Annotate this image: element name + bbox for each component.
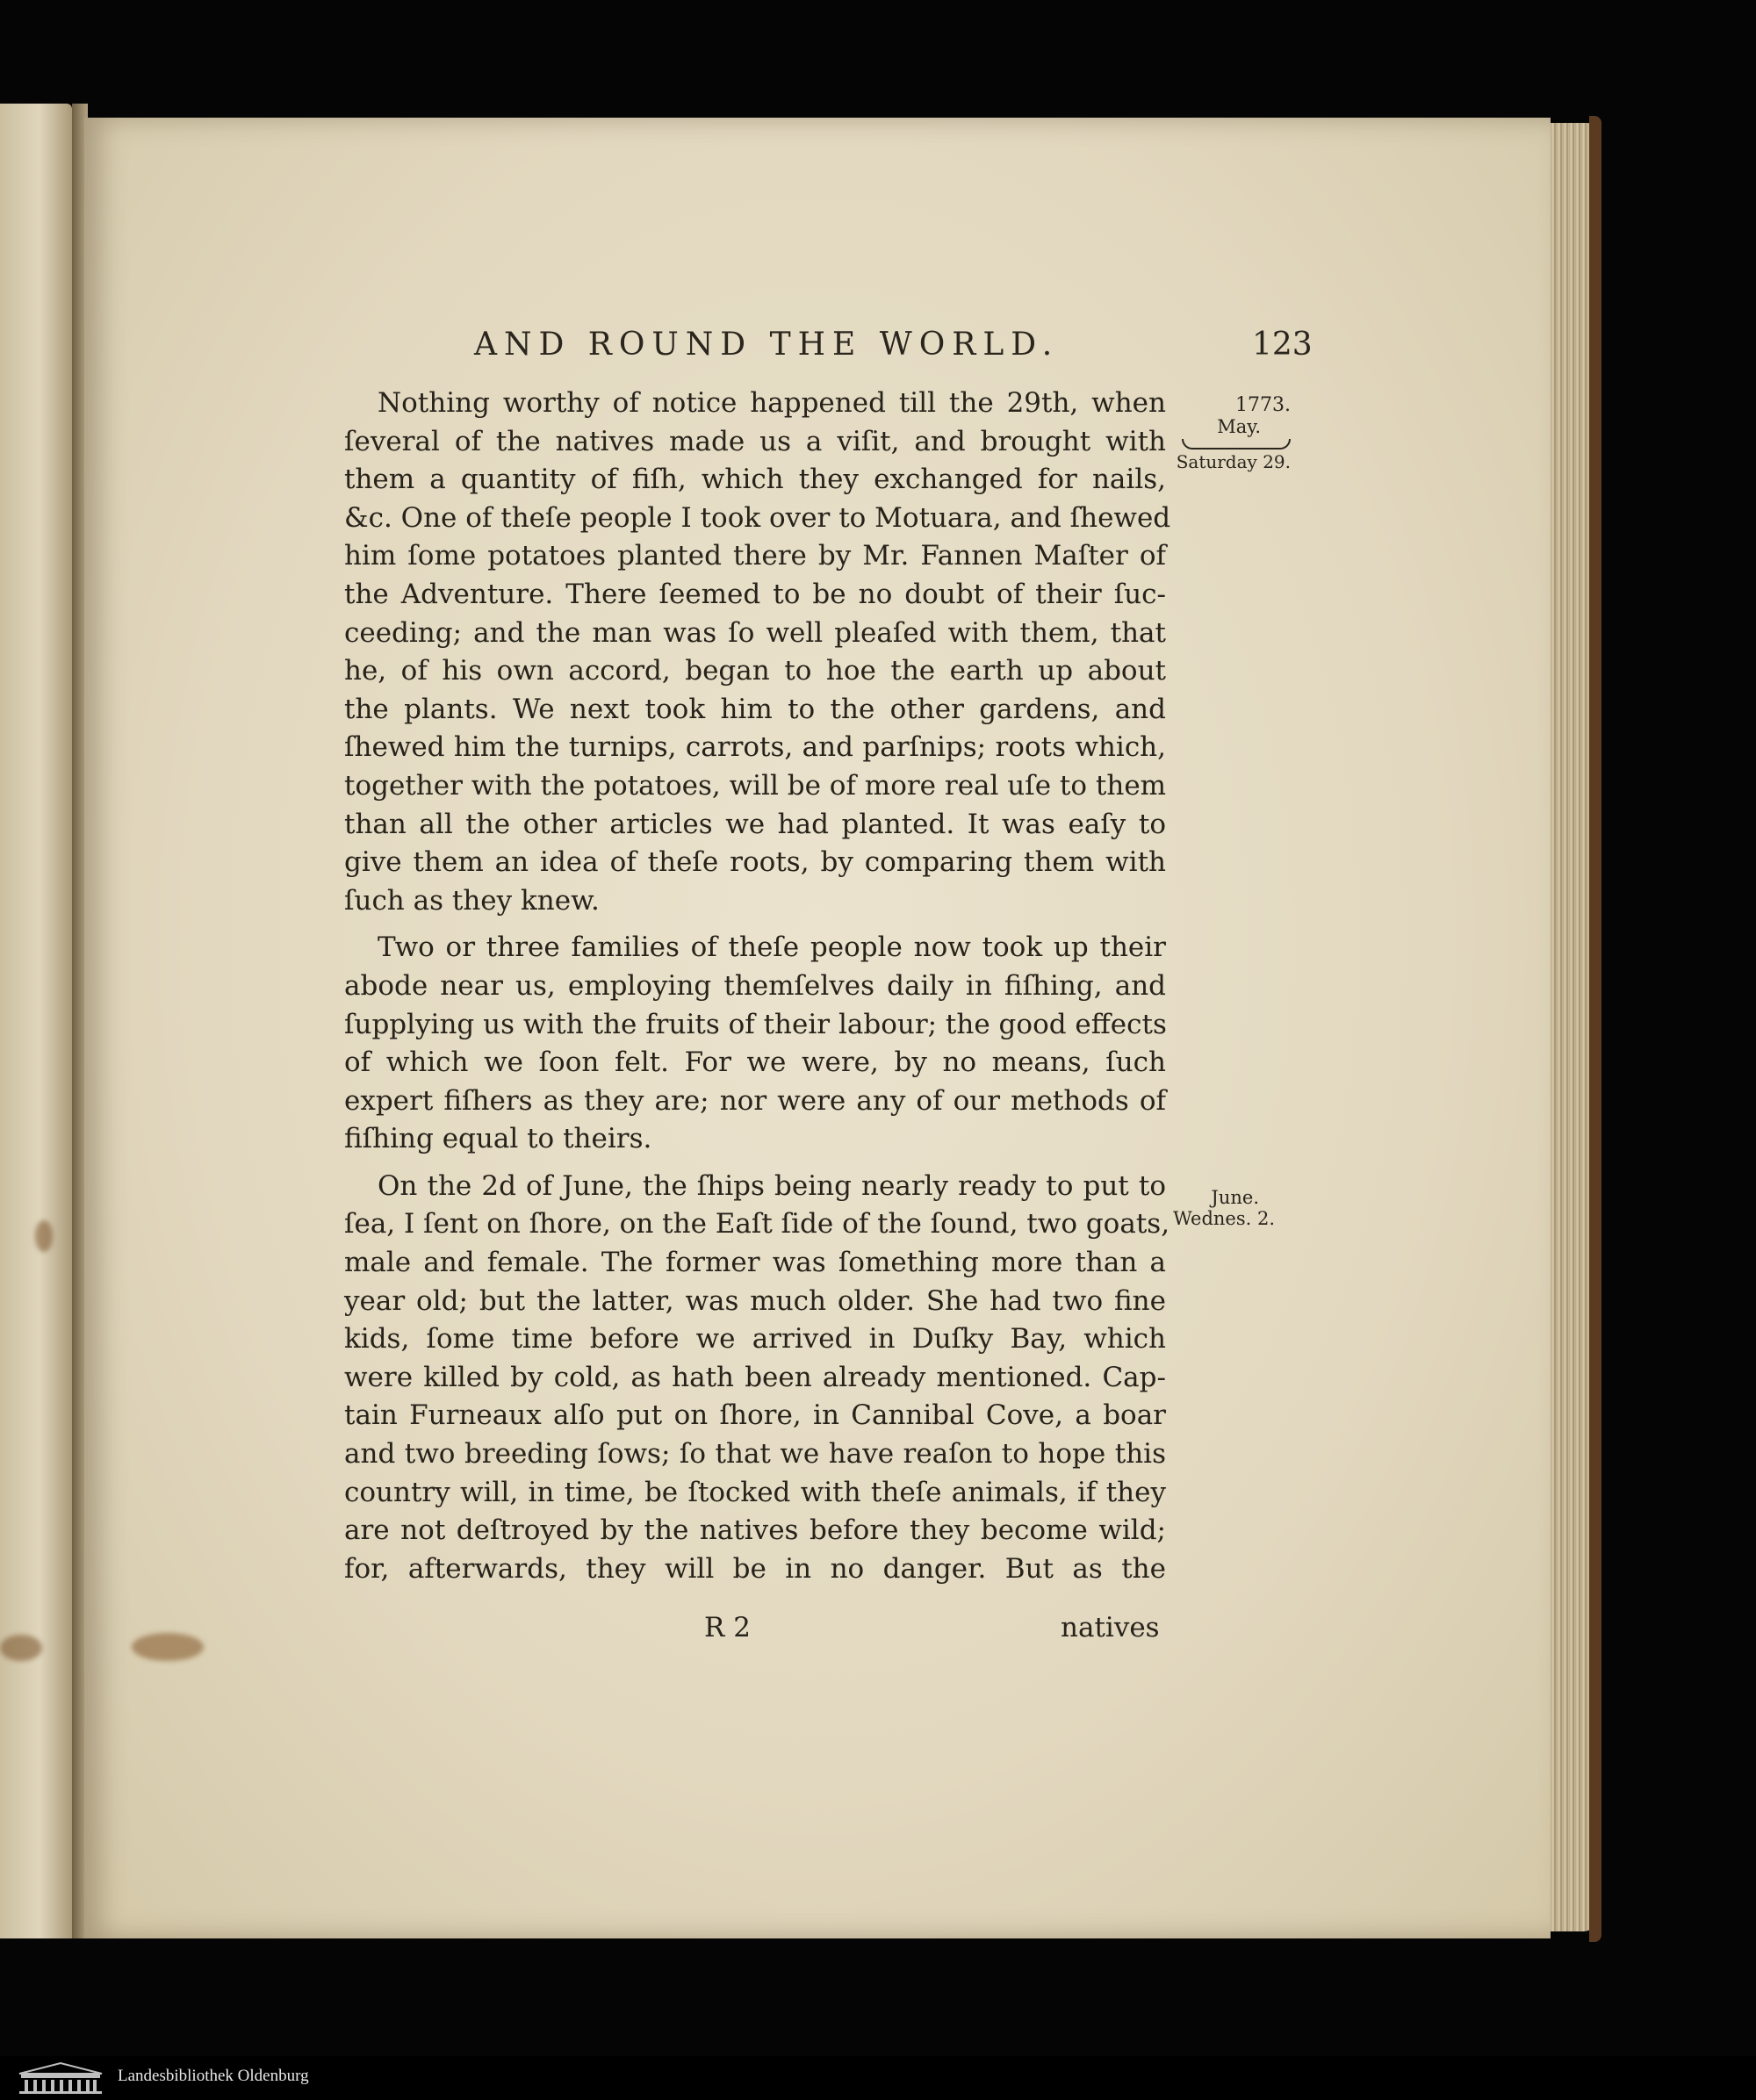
text-line: give them an idea of theſe roots, by comparing them with — [344, 846, 1166, 879]
text-line: male and female. The former was ſomething more than a — [344, 1247, 1166, 1279]
text-line: kids, ſome time before we arrived in Duſky Bay, which — [344, 1323, 1166, 1356]
text-line: for, afterwards, they will be in no danger. But as the — [344, 1552, 1166, 1585]
margin-year: 1773. — [1235, 394, 1291, 416]
book-cover-edge — [1589, 116, 1601, 1942]
text-line: and two breeding ſows; ſo that we have reaſon to hope this — [344, 1438, 1166, 1471]
text-line: them a quantity of fiſh, which they exchanged for nails, — [344, 464, 1166, 496]
text-line: Two or three families of theſe people now took up their — [378, 931, 1166, 964]
text-line: fiſhing equal to theirs. — [344, 1123, 652, 1155]
margin-note-june — [1168, 1187, 1275, 1229]
ink-stain — [35, 1220, 53, 1252]
text-line: tain Furneaux alſo put on ſhore, in Cannibal Cove, a boar — [344, 1399, 1166, 1432]
facing-page-edge — [0, 104, 72, 1938]
ink-stain — [132, 1633, 204, 1661]
text-line: &c. One of theſe people I took over to Motuara, and ſhewed — [344, 501, 1171, 534]
margin-month: May. — [1217, 416, 1261, 437]
catchword: natives — [1061, 1612, 1160, 1643]
text-line: ceeding; and the man was ſo well pleaſed with them, that — [344, 616, 1166, 649]
text-line: the plants. We next took him to the other gardens, and — [344, 693, 1166, 725]
text-line: ſhewed him the turnips, carrots, and parſnips; roots which, — [344, 731, 1166, 764]
page-number: 123 — [1252, 327, 1313, 363]
text-line: ſea, I ſent on ſhore, on the Eaſt ſide of the ſound, two goats, — [344, 1208, 1170, 1241]
library-building-icon — [16, 2061, 105, 2095]
text-line: ſupplying us with the fruits of their labour; the good effects — [344, 1008, 1167, 1040]
text-line: ſeveral of the natives made us a viſit, and brought with — [344, 425, 1166, 457]
text-line: the Adventure. There ſeemed to be no doubt of their ſuc- — [344, 578, 1166, 610]
text-line: of which we ſoon felt. For we were, by no means, ſuch — [344, 1046, 1166, 1079]
margin-brace — [1182, 439, 1291, 449]
paragraph-gap — [344, 920, 1166, 929]
text-line: were killed by cold, as hath been already mentioned. Cap- — [344, 1361, 1166, 1393]
text-line: expert fiſhers as they are; nor were any of our methods of — [344, 1084, 1166, 1117]
text-line: him ſome potatoes planted there by Mr. Fannen Maſter of — [344, 540, 1166, 572]
text-line: On the 2d of June, the ſhips being nearly ready to put to — [378, 1169, 1166, 1202]
text-line: abode near us, employing themſelves daily in fiſhing, and — [344, 969, 1166, 1002]
text-line: ſuch as they knew. — [344, 884, 600, 917]
text-line: Nothing worthy of notice happened till the 29th, when — [378, 387, 1166, 419]
text-line: are not deſtroyed by the natives before they become wild; — [344, 1514, 1166, 1547]
margin-date: Saturday 29. — [1176, 451, 1291, 472]
paragraph-gap — [344, 1159, 1166, 1168]
signature-mark: R 2 — [704, 1612, 751, 1643]
text-line: together with the potatoes, will be of more real uſe to them — [344, 769, 1167, 802]
library-name: Landesbibliothek Oldenburg — [118, 2067, 309, 2085]
text-line: year old; but the latter, was much older. She had two fine — [344, 1284, 1166, 1317]
margin-date: Wednes. 2. — [1173, 1208, 1275, 1229]
body-text — [344, 385, 1171, 1588]
margin-note-may — [1168, 395, 1291, 472]
running-title: AND ROUND THE WORLD. — [474, 327, 1060, 363]
ink-stain — [0, 1635, 42, 1661]
text-line: country will, in time, be ſtocked with theſe animals, if they — [344, 1476, 1166, 1508]
text-line: than all the other articles we had planted. It was eaſy to — [344, 808, 1166, 840]
text-line: he, of his own accord, began to hoe the earth up about — [344, 655, 1166, 687]
margin-month: June. — [1211, 1187, 1259, 1208]
